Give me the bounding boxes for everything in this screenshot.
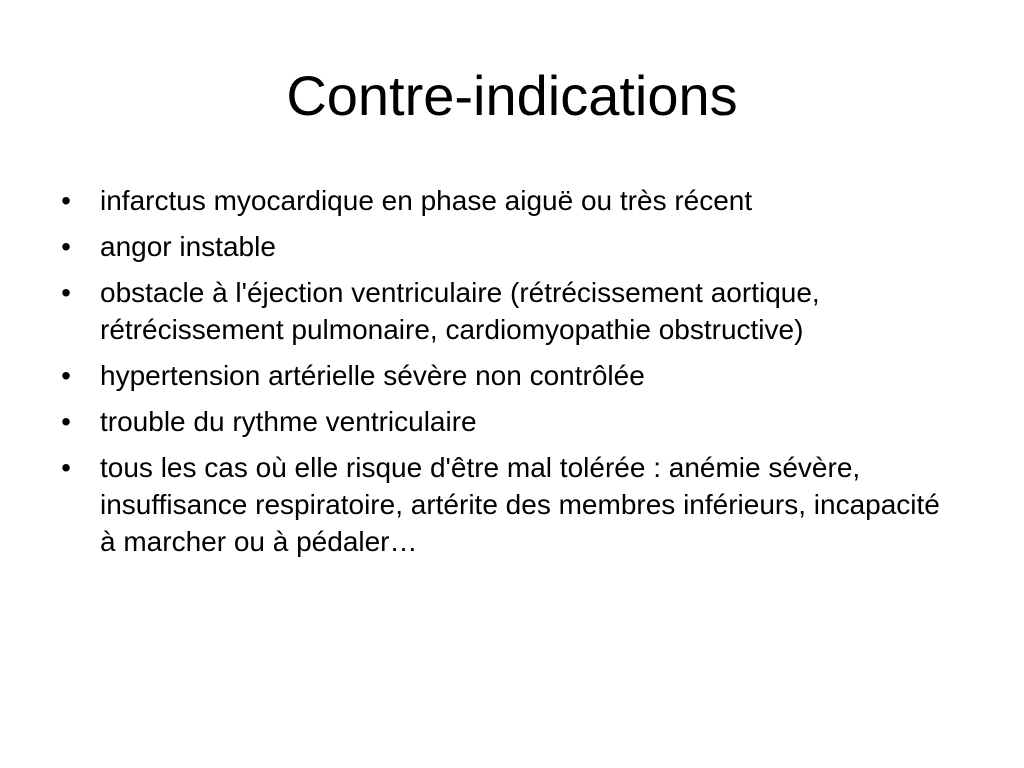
bullet-text: hypertension artérielle sévère non contrôlée xyxy=(100,360,645,391)
bullet-item xyxy=(56,403,956,440)
bullet-text: obstacle à l'éjection ventriculaire (rétrécissement aortique, rétrécissement pulmonaire, cardiomyopathie obstructive) xyxy=(100,277,820,345)
bullet-icon: • xyxy=(61,406,71,437)
bullet-text: tous les cas où elle risque d'être mal tolérée : anémie sévère, insuffisance respiratoire, artérite des membres inférieurs, incapacité à marcher ou à pédaler… xyxy=(100,452,940,557)
bullet-icon: • xyxy=(61,360,71,391)
bullet-item xyxy=(56,274,956,348)
slide-title: Contre-indications xyxy=(286,64,738,127)
bullet-icon: • xyxy=(61,277,71,308)
bullet-item xyxy=(56,228,956,265)
bullet-icon: • xyxy=(61,185,71,216)
bullet-item xyxy=(56,182,956,219)
bullet-item xyxy=(56,357,956,394)
bullet-text: angor instable xyxy=(100,231,276,262)
bullet-icon: • xyxy=(61,452,71,483)
bullet-text: infarctus myocardique en phase aiguë ou très récent xyxy=(100,185,753,216)
bullet-list xyxy=(56,182,956,569)
bullet-icon: • xyxy=(61,231,71,262)
bullet-item xyxy=(56,449,956,560)
bullet-text: trouble du rythme ventriculaire xyxy=(100,406,477,437)
